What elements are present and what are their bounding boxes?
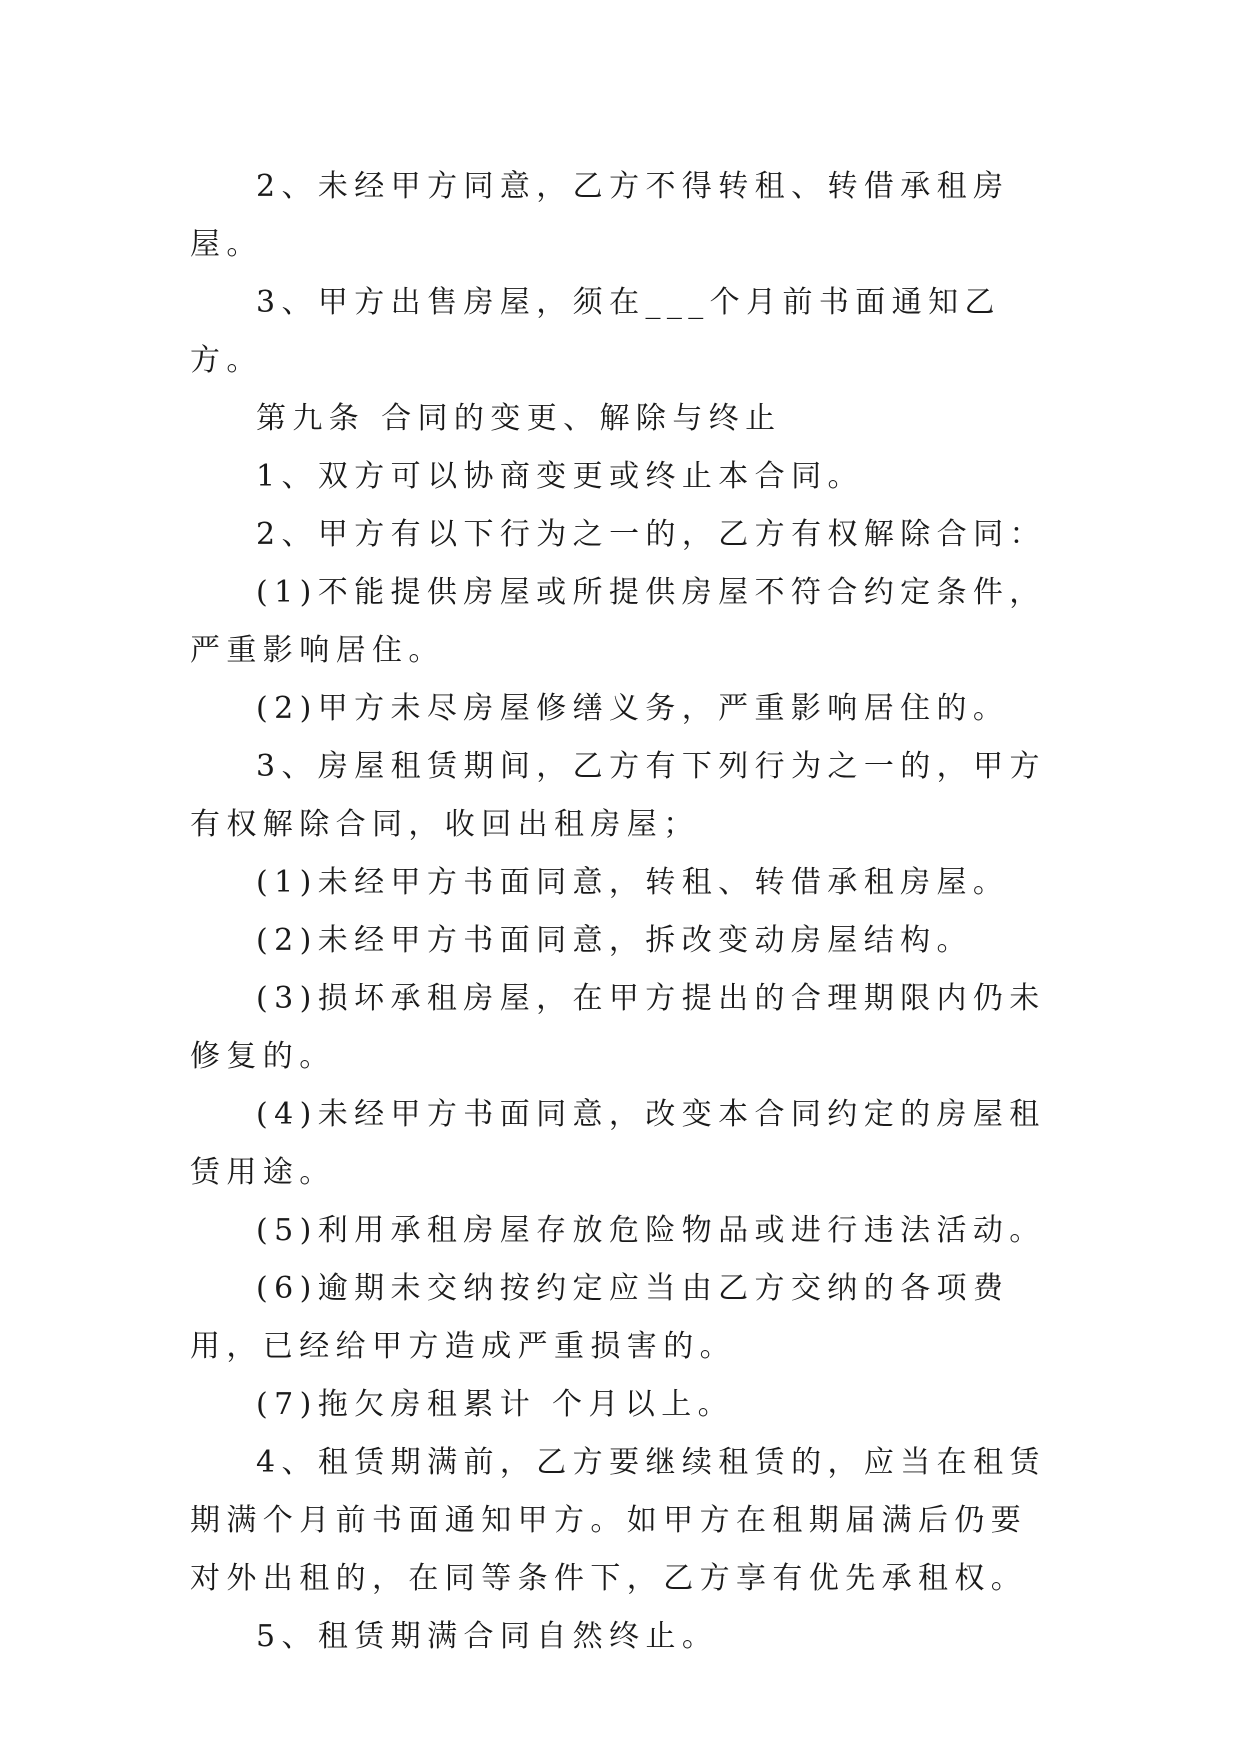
paragraph-clause-9-5: 5、租赁期满合同自然终止。 bbox=[256, 1619, 719, 1654]
list-item-9-3-6: (6)逾期未交纳按约定应当由乙方交纳的各项费用，已经给甲方造成严重损害的。 bbox=[190, 1271, 1010, 1364]
list-item-9-3-4: (4)未经甲方书面同意，改变本合同约定的房屋租赁用途。 bbox=[190, 1097, 1046, 1190]
paragraph-clause-8-2: 2、未经甲方同意，乙方不得转租、转借承租房屋。 bbox=[190, 169, 1010, 262]
list-item-9-2-2: (2)甲方未尽房屋修缮义务，严重影响居住的。 bbox=[256, 691, 1010, 726]
list-item-9-3-3: (3)损坏承租房屋，在甲方提出的合理期限内仍未修复的。 bbox=[190, 981, 1046, 1074]
paragraph-clause-8-3: 3、甲方出售房屋，须在___个月前书面通知乙方。 bbox=[190, 285, 1001, 378]
paragraph-clause-9-1: 1、双方可以协商变更或终止本合同。 bbox=[256, 459, 864, 494]
list-item-9-3-2: (2)未经甲方书面同意，拆改变动房屋结构。 bbox=[256, 923, 973, 958]
paragraph-clause-9-4: 4、租赁期满前，乙方要继续租赁的，应当在租赁期满个月前书面通知甲方。如甲方在租期届满后仍要对外出租的，在同等条件下，乙方享有优先承租权。 bbox=[190, 1445, 1046, 1596]
list-item-9-3-1: (1)未经甲方书面同意，转租、转借承租房屋。 bbox=[256, 865, 1010, 900]
paragraph-clause-9-3: 3、房屋租赁期间，乙方有下列行为之一的，甲方有权解除合同，收回出租房屋； bbox=[190, 749, 1046, 842]
list-item-9-2-1: (1)不能提供房屋或所提供房屋不符合约定条件，严重影响居住。 bbox=[190, 575, 1046, 668]
section-heading-article-9: 第九条 合同的变更、解除与终止 bbox=[256, 401, 782, 436]
list-item-9-3-5: (5)利用承租房屋存放危险物品或进行违法活动。 bbox=[256, 1213, 1046, 1248]
document-body bbox=[190, 158, 1050, 1666]
paragraph-clause-9-2: 2、甲方有以下行为之一的，乙方有权解除合同： bbox=[256, 517, 1046, 552]
list-item-9-3-7: (7)拖欠房租累计 个月以上。 bbox=[256, 1387, 735, 1422]
